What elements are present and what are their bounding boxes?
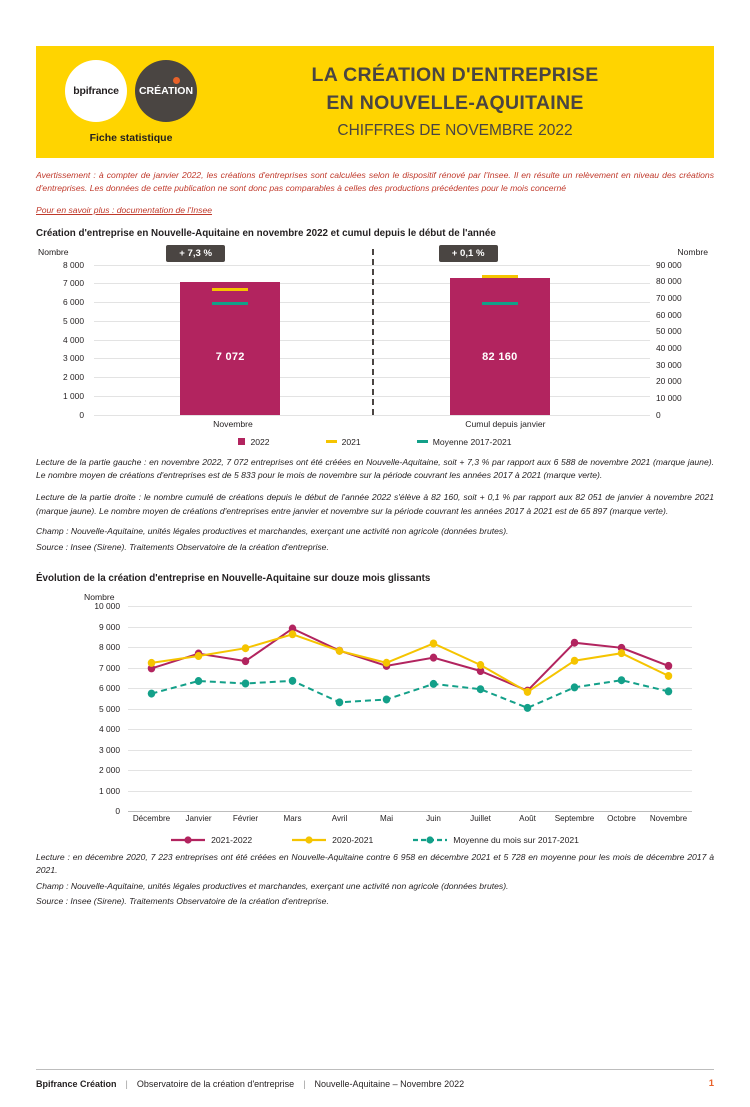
series-point	[524, 704, 532, 712]
chart1-left-ticks	[36, 259, 90, 420]
series-point	[242, 644, 250, 652]
series-point	[148, 659, 156, 667]
chart2-x-labels	[128, 814, 692, 828]
section2-title: Évolution de la création d'entreprise en Nouvelle-Aquitaine sur douze mois glissants	[36, 573, 431, 585]
series-point	[148, 690, 156, 698]
chart2-plot-area	[128, 606, 692, 811]
ytick: 4 000	[63, 334, 84, 345]
chart1-plot-area	[94, 247, 650, 429]
series-point	[430, 640, 438, 648]
ytick: 8 000	[99, 642, 120, 653]
footer-sep-2: |	[303, 1078, 306, 1089]
ytick: 90 000	[656, 259, 682, 270]
ytick: 6 000	[99, 683, 120, 694]
creation-logo	[135, 60, 197, 122]
ytick: 3 000	[63, 353, 84, 364]
bar-novembre	[180, 282, 280, 415]
legend-item-2022	[238, 437, 269, 447]
ytick: 20 000	[656, 376, 682, 387]
legend-label-2021: 2021	[341, 436, 361, 447]
page-title-line2: EN NOUVELLE-AQUITAINE	[326, 91, 584, 114]
xlabel-novembre: Novembre	[213, 418, 253, 429]
ytick: 1 000	[99, 785, 120, 796]
series-point	[665, 672, 673, 680]
bar-cumul-value: 82 160	[482, 350, 518, 363]
section1-note-left: Lecture de la partie gauche : en novembre 2022, 7 072 entreprises ont été créées en Nouvelle-Aquitaine, soit + 7,3 % par rapport aux 6 588 de novembre 2021 (marque jaune). Le nombre moyen de créations d'entreprises est de 5 833 pour le mois de novembre sur la période couvrant les années 2017 à 2021 (marque verte).	[36, 456, 714, 481]
series-point	[524, 688, 532, 696]
legend-item-moyenne	[417, 437, 512, 447]
ytick: 0	[115, 806, 120, 817]
ytick: 3 000	[99, 744, 120, 755]
bpifrance-logo-text: bpifrance	[73, 85, 119, 97]
ytick: 60 000	[656, 309, 682, 320]
chart2-ticks	[66, 601, 124, 817]
xlabel: Juillet	[470, 814, 491, 824]
chart1-divider	[372, 249, 374, 415]
logo-group	[36, 60, 226, 144]
page-title-line1: LA CRÉATION D'ENTREPRISE	[311, 64, 599, 87]
series-point	[289, 630, 297, 638]
ytick: 9 000	[99, 621, 120, 632]
insee-documentation-link[interactable]: Pour en savoir plus : documentation de l'Insee	[36, 204, 213, 215]
ytick: 2 000	[99, 765, 120, 776]
legend-swatch-2022-icon	[238, 438, 245, 445]
series-point	[477, 661, 485, 669]
chart2-axis-label: Nombre	[84, 592, 115, 603]
page-number: 1	[708, 1078, 714, 1089]
ytick: 2 000	[63, 372, 84, 383]
legend-swatch-2021-icon	[326, 440, 337, 443]
series-point	[195, 677, 203, 685]
section2-note: Lecture : en décembre 2020, 7 223 entreprises ont été créées en Nouvelle-Aquitaine contre 6 958 en décembre 2021 et 5 728 en moyenne pour les mois de décembre 2017 à 2021.	[36, 852, 714, 876]
series-point	[571, 657, 579, 665]
section2-source: Source : Insee (Sirene). Traitements Observatoire de la création d'entreprise.	[36, 896, 329, 907]
legend-line-moyenne-icon	[413, 835, 447, 845]
ytick: 40 000	[656, 342, 682, 353]
section1-title: Création d'entreprise en Nouvelle-Aquitaine en novembre 2022 et cumul depuis le début de l'année	[36, 227, 496, 239]
bpifrance-logo	[65, 60, 127, 122]
footer-region: Nouvelle-Aquitaine – Novembre 2022	[314, 1078, 465, 1089]
ytick: 7 000	[63, 278, 84, 289]
xlabel: Février	[232, 814, 259, 824]
ytick: 7 000	[99, 662, 120, 673]
section1-champ: Champ : Nouvelle-Aquitaine, unités légales productives et marchandes, exerçant une activité non agricole (données brutes).	[36, 526, 509, 537]
chart2-series-svg	[128, 606, 692, 811]
series-line-0	[152, 629, 669, 691]
gridline	[94, 415, 650, 416]
xlabel: Novembre	[649, 814, 688, 824]
xlabel: Avril	[331, 814, 348, 824]
ytick: 70 000	[656, 292, 682, 303]
axis-line	[128, 811, 692, 812]
legend-item-2020-2021	[292, 835, 373, 845]
xlabel: Mai	[379, 814, 394, 824]
series-point	[430, 654, 438, 662]
marker-moyenne-novembre	[212, 302, 248, 305]
chart1-left-axis-label: Nombre	[38, 246, 69, 257]
marker-2021-cumul	[482, 275, 518, 278]
page-subtitle: CHIFFRES DE NOVEMBRE 2022	[337, 121, 573, 139]
legend-label-2020-2021: 2020-2021	[332, 835, 374, 846]
chart2-legend	[36, 835, 714, 845]
ytick: 1 000	[63, 390, 84, 401]
page-footer	[36, 1069, 714, 1089]
ytick: 4 000	[99, 724, 120, 735]
warning-text: Avertissement : à compter de janvier 2022, les créations d'entreprises sont calculées selon le dispositif rénové par l'Insee. Il en résulte un relèvement en niveau des créations d'entreprises. Les données de cette publication ne sont donc pas comparables à celles des productions précédentes pour le mois concerné	[36, 170, 714, 194]
legend-item-2021-2022	[171, 835, 252, 845]
header-titles	[226, 62, 714, 142]
badge-november-growth: + 7,3 %	[166, 245, 225, 262]
xlabel: Janvier	[185, 814, 212, 824]
series-point	[336, 698, 344, 706]
ytick: 6 000	[63, 297, 84, 308]
bar-cumul	[450, 278, 550, 415]
xlabel: Octobre	[607, 814, 636, 824]
footer-sep-1: |	[125, 1078, 128, 1089]
legend-line-2020-2021-icon	[292, 835, 326, 845]
fiche-statistique-label: Fiche statistique	[89, 132, 173, 144]
series-point	[618, 676, 626, 684]
creation-logo-text: CRÉATION	[138, 85, 194, 97]
ytick: 30 000	[656, 359, 682, 370]
legend-label-moyenne-2017-2021: Moyenne du mois sur 2017-2021	[453, 835, 579, 846]
legend-label-2021-2022: 2021-2022	[211, 835, 253, 846]
marker-2021-novembre	[212, 288, 248, 291]
legend-label-2022: 2022	[250, 436, 270, 447]
series-point	[289, 677, 297, 685]
series-point	[195, 652, 203, 660]
ytick: 8 000	[63, 259, 84, 270]
ytick: 0	[656, 409, 661, 420]
legend-label-moyenne: Moyenne 2017-2021	[432, 436, 512, 447]
ytick: 10 000	[94, 601, 120, 612]
ytick: 10 000	[656, 392, 682, 403]
series-point	[571, 683, 579, 691]
series-point	[571, 639, 579, 647]
section1-source: Source : Insee (Sirene). Traitements Observatoire de la création d'entreprise.	[36, 541, 329, 552]
section2-champ: Champ : Nouvelle-Aquitaine, unités légales productives et marchandes, exerçant une activité non agricole (données brutes).	[36, 880, 509, 891]
chart1-right-ticks	[650, 259, 706, 420]
series-point	[383, 659, 391, 667]
legend-item-2021	[326, 437, 361, 447]
footer-observatory: Observatoire de la création d'entreprise	[136, 1078, 295, 1089]
xlabel-cumul: Cumul depuis janvier	[465, 418, 546, 429]
ytick: 5 000	[99, 703, 120, 714]
document-header	[36, 46, 714, 158]
legend-line-2021-2022-icon	[171, 835, 205, 845]
chart-twelve-months	[36, 592, 714, 847]
series-point	[242, 657, 250, 665]
series-point	[383, 696, 391, 704]
chart1-right-axis-label: Nombre	[677, 246, 708, 257]
page	[0, 46, 750, 1107]
creation-logo-dot-icon	[173, 77, 180, 84]
series-point	[430, 680, 438, 688]
series-point	[665, 687, 673, 695]
series-point	[618, 649, 626, 657]
logo-row	[65, 60, 197, 122]
badge-cumulative-growth: + 0,1 %	[439, 245, 498, 262]
legend-item-moyenne-2017-2021	[413, 835, 579, 845]
chart1-legend	[36, 437, 714, 447]
xlabel: Juin	[426, 814, 441, 824]
section1-note-right: Lecture de la partie droite : le nombre cumulé de créations depuis le début de l'année 2022 s'élève à 82 160, soit + 0,1 % par rapport aux 82 051 de janvier à novembre 2021 (marque jaune). Le nombre moyen de créations d'entreprises entre janvier et novembre sur la période couvrant les années 2017 à 2021 est de 65 897 (marque verte).	[36, 492, 714, 516]
bar-novembre-value: 7 072	[215, 350, 245, 363]
chart-november-and-cumulative	[36, 247, 714, 447]
series-point	[477, 685, 485, 693]
xlabel: Août	[519, 814, 536, 824]
xlabel: Décembre	[132, 814, 171, 824]
ytick: 0	[79, 409, 84, 420]
xlabel: Mars	[283, 814, 302, 824]
ytick: 5 000	[63, 315, 84, 326]
series-point	[242, 680, 250, 688]
series-line-2	[152, 680, 669, 708]
series-point	[665, 662, 673, 670]
footer-brand: Bpifrance Création	[36, 1078, 117, 1089]
ytick: 50 000	[656, 326, 682, 337]
xlabel: Septembre	[554, 814, 595, 824]
ytick: 80 000	[656, 276, 682, 287]
marker-moyenne-cumul	[482, 302, 518, 305]
series-point	[336, 647, 344, 655]
series-line-1	[152, 634, 669, 692]
legend-swatch-moyenne-icon	[417, 440, 428, 443]
